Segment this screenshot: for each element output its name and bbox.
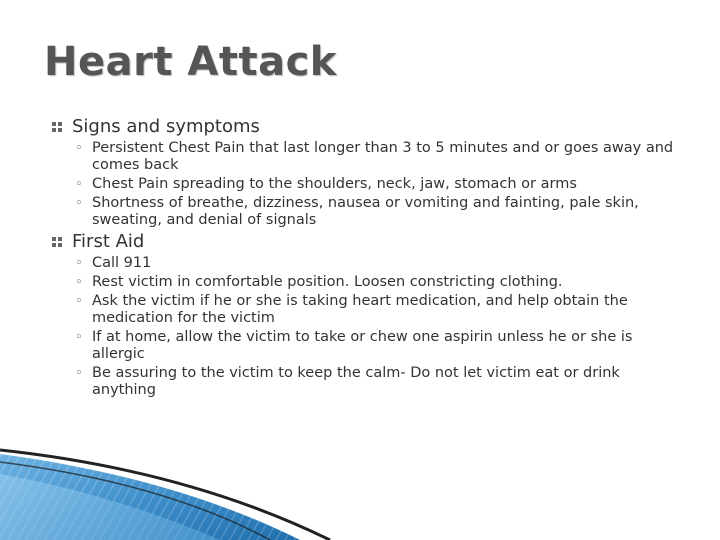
section-heading: Signs and symptoms xyxy=(72,116,260,137)
section-heading: First Aid xyxy=(72,231,145,252)
ring-bullet: ◦ xyxy=(75,330,83,345)
list-item: ◦ Rest victim in comfortable position. Loosen constricting clothing. xyxy=(75,274,563,290)
slide-title: Heart Attack xyxy=(44,39,337,85)
corner-wave-decoration xyxy=(0,440,720,540)
ring-bullet: ◦ xyxy=(75,294,83,309)
ring-bullet: ◦ xyxy=(75,177,83,192)
list-item: ◦ Shortness of breathe, dizziness, nausea or vomiting and fainting, pale skin, sweating, and denial of signals xyxy=(75,195,639,228)
four-square-bullet-icon xyxy=(52,237,62,247)
list-item: ◦ Ask the victim if he or she is taking heart medication, and help obtain the medication for the victim xyxy=(75,293,628,326)
section-first-aid xyxy=(52,231,682,399)
list-item: ◦ If at home, allow the victim to take or chew one aspirin unless he or she is allergic xyxy=(75,329,633,362)
sub-list xyxy=(52,140,682,229)
slide-content xyxy=(52,116,682,401)
ring-bullet: ◦ xyxy=(75,275,83,290)
list-item: ◦ Call 911 xyxy=(75,255,152,271)
list-item: ◦ Chest Pain spreading to the shoulders, neck, jaw, stomach or arms xyxy=(75,176,577,192)
four-square-bullet-icon xyxy=(52,122,62,132)
section-signs-and-symptoms xyxy=(52,116,682,229)
list-item: ◦ Be assuring to the victim to keep the calm- Do not let victim eat or drink anything xyxy=(75,365,620,398)
ring-bullet: ◦ xyxy=(75,256,83,271)
ring-bullet: ◦ xyxy=(75,196,83,211)
list-item: ◦ Persistent Chest Pain that last longer than 3 to 5 minutes and or goes away and comes back xyxy=(75,140,674,173)
ring-bullet: ◦ xyxy=(75,141,83,156)
sub-list xyxy=(52,255,682,399)
ring-bullet: ◦ xyxy=(75,366,83,381)
